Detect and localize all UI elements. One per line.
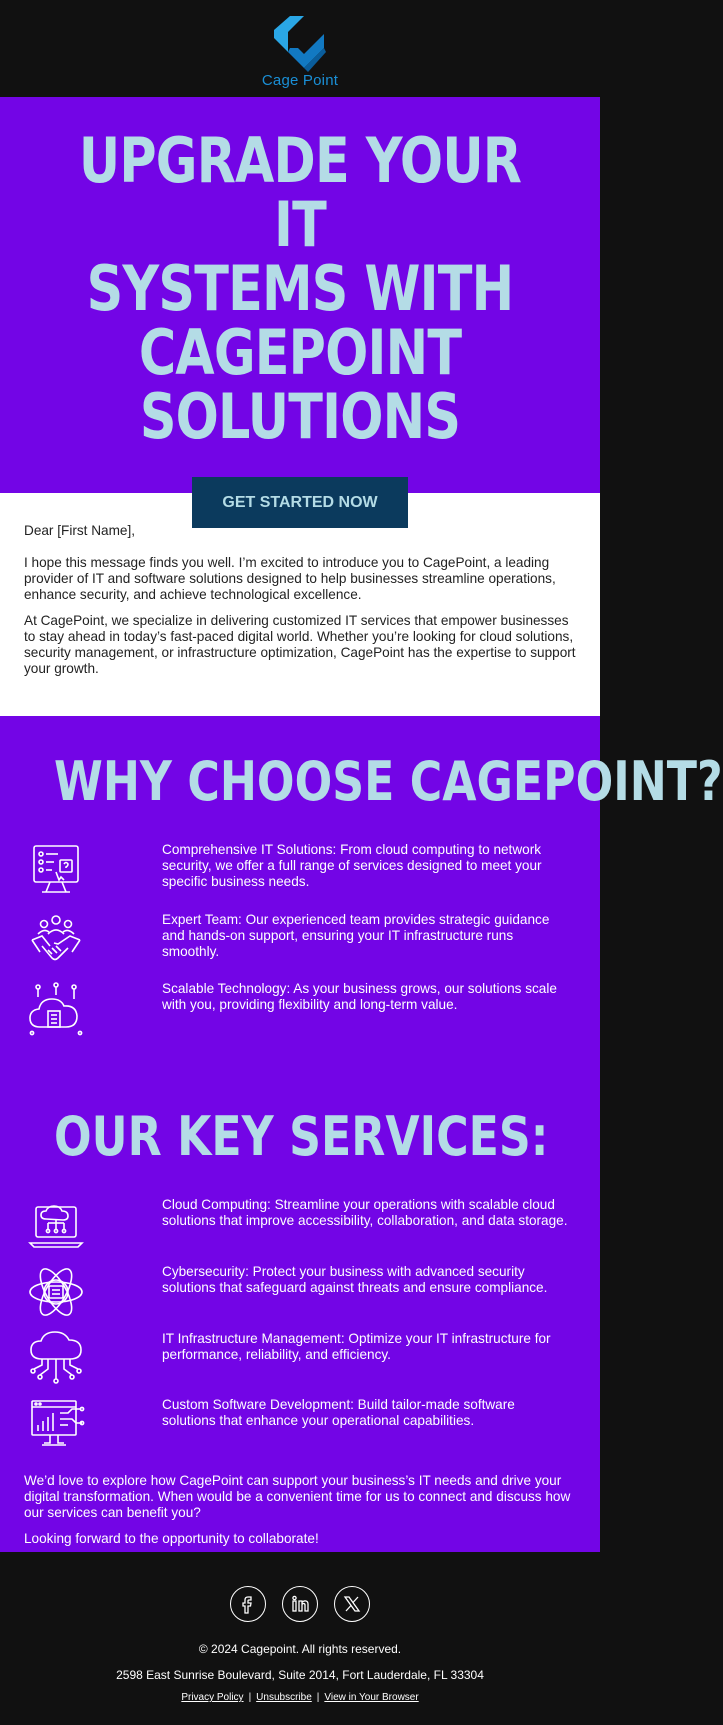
software-monitor-icon (28, 1397, 84, 1453)
hero-title (54, 124, 546, 453)
cloud-network-icon (28, 1331, 84, 1387)
specialize-paragraph: At CagePoint, we specialize in delivering customized IT services that empower businesses to stay ahead in today’s fast-paced digital world. Whether you’re looking for cloud solutions, security management, or infrastructure optimization, CagePoint has the expertise to support your growth. (24, 613, 576, 676)
footer (0, 1552, 600, 1725)
intro-paragraph: I hope this message finds you well. I’m excited to introduce you to CagePoint, a leading provider of IT and software solutions designed to help businesses streamline operations, enhance security, and achieve technological excellence. (24, 555, 556, 602)
handshake-team-icon (28, 912, 84, 968)
security-atom-icon (28, 1264, 84, 1320)
list-item (24, 842, 576, 912)
link-separator: | (316, 1692, 320, 1703)
get-started-button[interactable]: GET STARTED NOW (192, 477, 408, 528)
service-item-text: Cybersecurity: Protect your business with advanced security solutions that safeguard against threats and ensure compliance. (162, 1264, 548, 1295)
view-in-browser-link[interactable]: View in Your Browser (324, 1692, 419, 1703)
list-item (24, 1397, 576, 1453)
cagepoint-logo-icon[interactable] (268, 12, 332, 76)
cloud-laptop-icon (28, 1197, 84, 1253)
copyright: © 2024 Cagepoint. All rights reserved. (198, 1642, 402, 1656)
linkedin-icon[interactable] (282, 1586, 318, 1622)
services-title: OUR KEY SERVICES: (54, 1105, 549, 1168)
service-item-text: Custom Software Development: Build tailor-made software solutions that enhance your operational capabilities. (162, 1397, 515, 1428)
why-item-text: Scalable Technology: As your business grows, our solutions scale with you, providing flexibility and long-term value. (162, 981, 557, 1012)
outro-paragraph: We’d love to explore how CagePoint can support your business’s IT needs and drive your digital transformation. When would be a convenient time for us to connect and discuss how our services can benefit you? (24, 1473, 571, 1520)
why-list (0, 842, 600, 1051)
service-item-text: IT Infrastructure Management: Optimize your IT infrastructure for performance, reliability, and efficiency. (162, 1331, 551, 1362)
facebook-icon[interactable] (230, 1586, 266, 1622)
why-item-text: Expert Team: Our experienced team provides strategic guidance and hands-on support, ensuring your IT infrastructure runs smoothly. (162, 912, 550, 959)
footer-links (0, 1692, 600, 1703)
hero-section (0, 97, 600, 511)
email-header (0, 0, 600, 97)
hero-title-line: SYSTEMS WITH (86, 252, 514, 325)
privacy-policy-link[interactable]: Privacy Policy (181, 1692, 244, 1703)
link-separator: | (248, 1692, 252, 1703)
hero-title-line: UPGRADE YOUR IT (78, 124, 522, 261)
address: 2598 East Sunrise Boulevard, Suite 2014, Fort Lauderdale, FL 33304 (116, 1668, 484, 1682)
closing-line: Looking forward to the opportunity to collaborate! (24, 1531, 319, 1546)
list-item (24, 912, 576, 981)
dashboard-icon (28, 842, 84, 898)
why-title: WHY CHOOSE CAGEPOINT? (54, 750, 723, 813)
features-section (0, 716, 723, 1552)
social-links (0, 1586, 600, 1622)
list-item (24, 1331, 576, 1397)
service-item-text: Cloud Computing: Streamline your operations with scalable cloud solutions that improve accessibility, collaboration, and data storage. (162, 1197, 568, 1228)
x-icon[interactable] (334, 1586, 370, 1622)
list-item (24, 981, 576, 1051)
cloud-building-icon (28, 981, 84, 1037)
hero-title-line: SOLUTIONS (139, 380, 461, 453)
greeting: Dear [First Name], (24, 523, 136, 538)
list-item (24, 1197, 576, 1264)
why-item-text: Comprehensive IT Solutions: From cloud computing to network security, we offer a full range of services designed to meet your specific business needs. (162, 842, 542, 889)
list-item (24, 1264, 576, 1331)
outro (0, 1453, 600, 1547)
logo-text: Cage Point (261, 72, 339, 89)
hero-title-line: CAGEPOINT (138, 316, 462, 389)
services-list (0, 1197, 600, 1453)
unsubscribe-link[interactable]: Unsubscribe (256, 1692, 312, 1703)
